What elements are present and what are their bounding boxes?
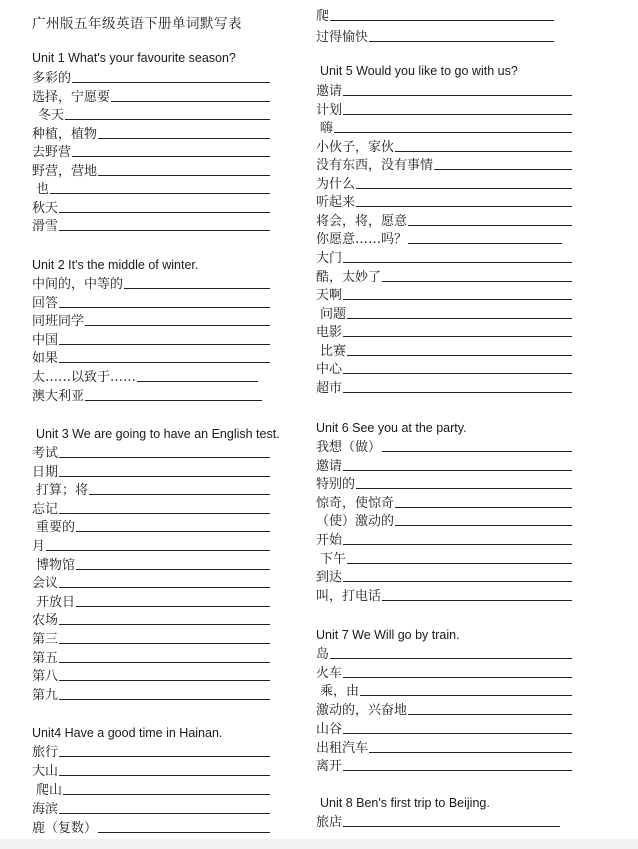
vocab-row [32,216,270,234]
vocab-row [32,386,262,404]
answer-blank[interactable] [59,343,270,345]
answer-blank[interactable] [330,657,572,659]
answer-blank[interactable] [382,450,572,452]
answer-blank[interactable] [343,676,572,678]
vocab-label: 你愿意……吗？ [316,232,408,248]
vocab-row [316,456,572,474]
answer-blank[interactable] [343,825,560,827]
vocab-row [32,536,270,554]
vocab-label: 爬山 [36,783,63,798]
vocab-label: 电影 [316,325,343,341]
answer-blank[interactable] [343,543,572,545]
answer-blank[interactable] [347,562,572,564]
answer-blank[interactable] [59,812,270,814]
vocab-label: 旅店 [316,815,343,830]
vocab-label: 博物馆 [36,557,76,573]
right-unit-heading: Unit 7 We Will go by train. [316,628,460,642]
vocab-row [32,142,270,160]
answer-blank[interactable] [408,713,572,715]
vocab-row [32,124,270,142]
vocab-label: 过得愉快 [316,30,369,45]
vocab-row [316,359,572,377]
vocab-row [320,549,572,567]
answer-blank[interactable] [59,661,270,663]
answer-blank[interactable] [59,306,270,308]
answer-blank[interactable] [356,205,572,207]
vocab-label: （使）激动的 [316,514,395,530]
vocab-label: 酷，太妙了 [316,269,382,285]
answer-blank[interactable] [59,679,270,681]
vocab-label: 去野营 [32,145,72,160]
vocab-row [316,756,572,774]
vocab-label: 小伙子，家伙 [316,139,395,155]
vocab-row [316,493,572,511]
vocab-row [316,81,572,99]
answer-blank[interactable] [76,568,270,570]
vocab-row [32,742,270,760]
page-title: 广州版五年级英语下册单词默写表 [32,16,242,32]
answer-blank[interactable] [59,698,270,700]
vocab-label: 出租汽车 [316,740,369,756]
vocab-row [316,663,572,681]
vocab-label: 没有东西，没有事情 [316,158,434,174]
vocab-row [32,68,270,86]
bottom-strip [0,839,638,849]
vocab-row [316,474,572,492]
answer-blank[interactable] [382,280,572,282]
answer-blank[interactable] [343,298,572,300]
vocab-label: 叫，打电话 [316,588,382,604]
vocab-label: 惊奇，使惊奇 [316,495,395,511]
vocab-row [32,311,270,329]
vocab-label: 第九 [32,687,59,703]
vocab-label: 月 [32,539,46,554]
answer-blank[interactable] [59,642,270,644]
vocab-label: 特别的 [316,477,356,493]
answer-blank[interactable] [76,530,270,532]
vocab-label: 开放日 [36,594,76,610]
vocab-row [32,799,270,817]
vocab-label: 我想（做） [316,440,382,455]
vocab-row [36,780,270,798]
answer-blank[interactable] [98,137,270,139]
vocab-row [36,480,270,498]
answer-blank[interactable] [343,335,572,337]
vocab-label: 天啊 [316,288,343,304]
vocab-label: 比赛 [320,343,347,359]
vocab-row [32,685,270,703]
vocab-row [316,229,562,247]
answer-blank[interactable] [124,287,270,289]
answer-blank[interactable] [85,399,262,401]
vocab-row [32,666,270,684]
vocab-label: 大门 [316,250,343,266]
vocab-row [316,812,560,830]
vocab-label: 选择，宁愿要 [32,89,111,105]
vocab-row [316,567,572,585]
answer-blank[interactable] [65,118,270,120]
vocab-label: 打算；将 [36,483,89,499]
vocab-row [32,499,270,517]
answer-blank[interactable] [59,475,270,477]
answer-blank[interactable] [360,694,572,696]
vocab-row [32,348,270,366]
vocab-row [38,105,270,123]
left-unit-heading: Unit4 Have a good time in Hainan. [32,726,223,740]
vocab-label: 嗨 [320,121,334,137]
vocab-label: 邀请 [316,84,343,99]
vocab-label: 重要的 [36,520,76,536]
answer-blank[interactable] [343,113,572,115]
vocab-row [32,330,270,348]
answer-blank[interactable] [343,580,572,582]
vocab-row [316,248,572,266]
vocab-row [32,761,270,779]
vocab-row [316,322,572,340]
vocab-row [36,517,270,535]
vocab-label: 第五 [32,650,59,666]
vocab-label: 回答 [32,295,59,311]
vocab-row [316,437,572,455]
answer-blank[interactable] [330,19,554,21]
vocab-label: 山谷 [316,721,343,737]
answer-blank[interactable] [395,524,572,526]
vocab-label: 将会，将，愿意 [316,213,408,229]
vocab-label: 滑雪 [32,219,59,234]
answer-blank[interactable] [408,224,572,226]
answer-blank[interactable] [343,732,572,734]
answer-blank[interactable] [382,599,572,601]
vocab-row [36,592,270,610]
vocab-label: 听起来 [316,195,356,211]
vocab-row [316,174,572,192]
vocab-row [316,100,572,118]
vocab-label: 中国 [32,332,59,348]
vocab-label: 火车 [316,665,343,681]
answer-blank[interactable] [343,469,572,471]
vocab-row [32,293,270,311]
vocab-row [32,87,270,105]
vocab-row [32,198,270,216]
answer-blank[interactable] [85,324,270,326]
answer-blank[interactable] [72,155,270,157]
answer-blank[interactable] [59,512,270,514]
vocab-label: 超市 [316,380,343,396]
answer-blank[interactable] [59,456,270,458]
vocab-row [32,367,258,385]
vocab-label: 野营，营地 [32,163,98,179]
answer-blank[interactable] [343,372,572,374]
vocab-label: 为什么 [316,176,356,192]
answer-blank[interactable] [408,242,562,244]
vocab-label: 乘，由 [320,684,360,700]
vocab-label: 第八 [32,669,59,685]
vocab-row [32,629,270,647]
vocab-label: 邀请 [316,458,343,474]
vocab-label: 太……以致于…… [32,370,137,385]
vocab-label: 旅行 [32,745,59,760]
vocab-label: 问题 [320,306,347,322]
vocab-label: 忘记 [32,501,59,517]
vocab-row [320,304,572,322]
vocab-row [316,27,554,45]
vocab-row [316,738,572,756]
answer-blank[interactable] [111,100,270,102]
answer-blank[interactable] [347,317,572,319]
left-unit-heading: Unit 2 It's the middle of winter. [32,258,199,272]
right-unit-heading: Unit 6 See you at the party. [316,421,467,435]
answer-blank[interactable] [63,793,270,795]
vocab-label: 多彩的 [32,71,72,86]
answer-blank[interactable] [59,586,270,588]
answer-blank[interactable] [98,174,270,176]
answer-blank[interactable] [59,623,270,625]
vocab-row [316,137,572,155]
vocab-label: 农场 [32,613,59,629]
vocab-row [32,443,270,461]
answer-blank[interactable] [59,361,270,363]
answer-blank[interactable] [347,354,572,356]
vocab-row [36,555,270,573]
answer-blank[interactable] [343,261,572,263]
answer-blank[interactable] [369,40,554,42]
answer-blank[interactable] [137,380,258,382]
vocab-label: 海滨 [32,802,59,817]
vocab-row [316,719,572,737]
answer-blank[interactable] [343,94,572,96]
vocab-label: 下午 [320,551,347,567]
vocab-row [36,179,270,197]
answer-blank[interactable] [76,605,270,607]
answer-blank[interactable] [343,391,572,393]
vocab-label: 离开 [316,759,343,775]
answer-blank[interactable] [395,150,572,152]
vocab-row [32,274,270,292]
left-unit-heading: Unit 3 We are going to have an English test. [36,427,280,441]
answer-blank[interactable] [89,493,270,495]
vocab-row [32,462,270,480]
vocab-row [32,818,270,836]
vocab-label: 会议 [32,576,59,592]
left-unit-heading: Unit 1 What's your favourite season? [32,51,236,65]
answer-blank[interactable] [98,831,270,833]
vocab-row [320,341,572,359]
vocab-label: 大山 [32,764,59,779]
vocab-row [32,161,270,179]
vocab-row [32,573,270,591]
vocab-label: 第三 [32,632,59,647]
vocab-label: 种植，植物 [32,126,98,142]
vocab-row [316,155,572,173]
answer-blank[interactable] [50,192,270,194]
right-unit-heading: Unit 5 Would you like to go with us? [320,64,518,78]
vocab-label: 鹿（复数） [32,821,98,836]
vocab-row [316,511,572,529]
right-unit-heading: Unit 8 Ben's first trip to Beijing. [320,796,490,810]
vocab-row [316,192,572,210]
vocab-label: 考试 [32,446,59,461]
answer-blank[interactable] [59,229,270,231]
vocab-label: 计划 [316,102,343,118]
answer-blank[interactable] [59,755,270,757]
vocab-row [316,285,572,303]
vocab-row [32,648,270,666]
vocab-row [320,681,572,699]
vocab-row [316,211,572,229]
vocab-row [316,700,572,718]
answer-blank[interactable] [369,751,572,753]
answer-blank[interactable] [59,211,270,213]
answer-blank[interactable] [356,187,572,189]
vocab-row [316,530,572,548]
vocab-label: 开始 [316,533,343,548]
answer-blank[interactable] [46,549,270,551]
vocab-row [316,586,572,604]
vocab-label: 秋天 [32,200,59,216]
vocab-label: 也 [36,182,50,197]
answer-blank[interactable] [59,774,270,776]
vocab-row [316,267,572,285]
vocab-label: 冬天 [38,108,65,123]
vocab-label: 日期 [32,464,59,480]
vocab-label: 同班同学 [32,314,85,330]
vocab-label: 岛 [316,647,330,662]
vocab-label: 中间的，中等的 [32,277,124,292]
vocab-label: 到达 [316,570,343,586]
vocab-label: 爬 [316,9,330,24]
vocab-row [316,644,572,662]
vocab-row [32,610,270,628]
answer-blank[interactable] [334,131,572,133]
vocab-label: 澳大利亚 [32,388,85,404]
answer-blank[interactable] [395,506,572,508]
vocab-label: 激动的，兴奋地 [316,703,408,719]
answer-blank[interactable] [72,81,270,83]
vocab-row [316,6,554,24]
answer-blank[interactable] [343,769,572,771]
vocab-label: 中心 [316,362,343,378]
answer-blank[interactable] [434,168,572,170]
answer-blank[interactable] [356,487,572,489]
vocab-row [316,378,572,396]
vocab-label: 如果 [32,351,59,367]
vocab-row [320,118,572,136]
